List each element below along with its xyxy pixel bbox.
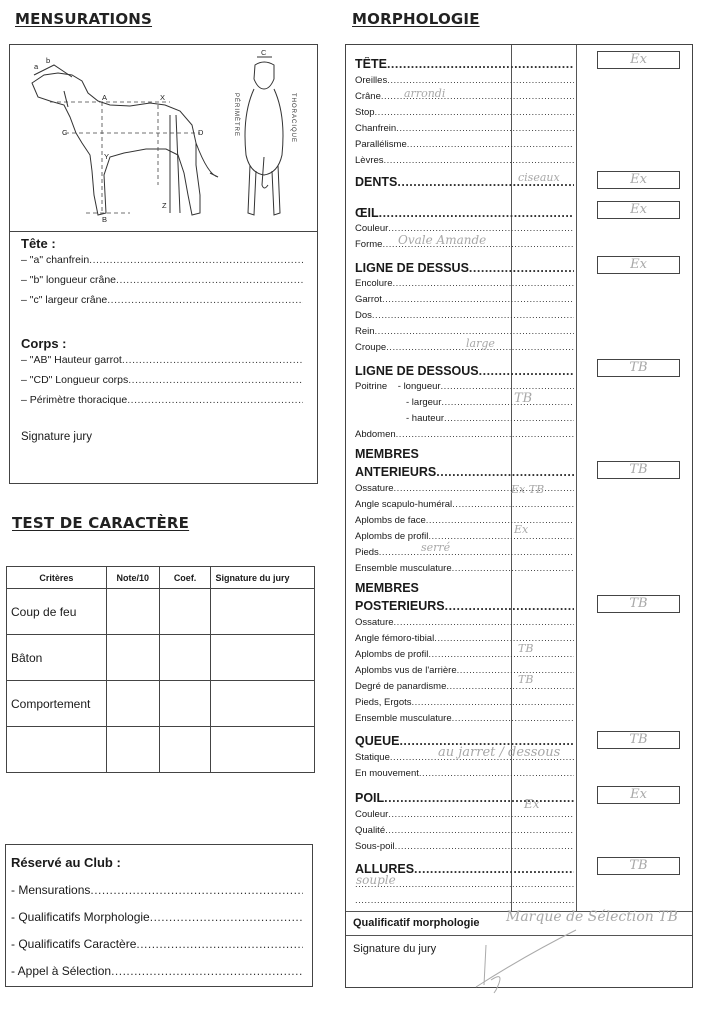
label-Z: Z [162, 201, 167, 210]
signature-jury-label: Signature jury [21, 431, 92, 443]
criteria-cell: Bâton [7, 635, 107, 681]
parallelisme-row[interactable]: Parallélisme ..... [355, 139, 574, 155]
note-cell[interactable] [106, 681, 159, 727]
signature-du-jury-label: Signature du jury [353, 943, 437, 955]
mensurations-fields [21, 236, 303, 443]
handwritten-post-aplombs-profil: TB [518, 642, 534, 655]
criteria-cell: Coup de feu [7, 589, 107, 635]
header-signature: Signature du jury [211, 567, 315, 589]
coef-cell[interactable] [159, 681, 211, 727]
sous-poil-row[interactable]: Sous-poil ..... [355, 841, 574, 857]
handwritten-ant-ossature: Ex TB [511, 483, 545, 496]
handwritten-poil: Ex [524, 797, 540, 811]
poil-couleur-row[interactable]: Couleur ..... [355, 809, 574, 825]
table-row [7, 681, 315, 727]
post-ensemble-musculature-row[interactable]: Ensemble musculature ..... [355, 713, 574, 729]
queue-grade-box[interactable]: TB [597, 731, 680, 749]
tete-row[interactable]: TÊTE ..... [355, 57, 574, 75]
handwritten-queue: au jarret / dessous [438, 745, 561, 760]
club-qualif-morphologie-field[interactable]: - Qualificatifs Morphologie ..... [11, 910, 303, 937]
note-cell[interactable] [106, 589, 159, 635]
levres-row[interactable]: Lèvres ..... [355, 155, 574, 171]
allures-line-2[interactable] [355, 895, 574, 911]
label-D: D [198, 128, 204, 137]
signature-cell[interactable] [211, 727, 315, 773]
label-A: A [102, 93, 108, 102]
label-front-c: C [261, 48, 267, 57]
reserve-club-panel [5, 844, 313, 987]
signature-cell[interactable] [211, 589, 315, 635]
coef-cell[interactable] [159, 589, 211, 635]
poitrine-longueur-row[interactable]: Poitrine - longueur ..... [355, 381, 574, 397]
angle-scapulo-humeral-row[interactable]: Angle scapulo-huméral ..... [355, 499, 574, 515]
label-C: C [62, 128, 68, 137]
chanfrein-row[interactable]: Chanfrein ..... [355, 123, 574, 139]
mensurations-divider [10, 231, 317, 232]
croupe-row[interactable]: Croupe ..... [355, 342, 574, 358]
poil-row[interactable]: POIL ..... [355, 791, 574, 809]
reserve-club-heading: Réservé au Club : [11, 855, 121, 870]
club-appel-selection-field[interactable]: - Appel à Sélection ..... [11, 964, 303, 991]
handwritten-croupe: large [466, 337, 495, 350]
header-criteres: Critères [7, 567, 107, 589]
posterieurs-grade-box[interactable]: TB [597, 595, 680, 613]
hauteur-garrot-field[interactable]: – "AB" Hauteur garrot ..... [21, 354, 303, 374]
header-note: Note/10 [106, 567, 159, 589]
poitrine-hauteur-row[interactable]: - hauteur ..... [406, 413, 574, 429]
test-caractere-title: TEST DE CARACTÈRE [12, 514, 190, 532]
membres-anterieurs-row[interactable]: ANTERIEURS ..... [355, 465, 574, 483]
coef-cell[interactable] [159, 635, 211, 681]
ligne-dessus-row[interactable]: LIGNE DE DESSUS ..... [355, 261, 574, 279]
test-caractere-table [6, 566, 315, 773]
queue-row[interactable]: QUEUE ..... [355, 734, 574, 752]
poil-qualite-row[interactable]: Qualité ..... [355, 825, 574, 841]
longueur-corps-field[interactable]: – "CD" Longueur corps ..... [21, 374, 303, 394]
corps-heading: Corps : [21, 336, 67, 351]
dos-row[interactable]: Dos ..... [355, 310, 574, 326]
label-a: a [34, 62, 39, 71]
poitrine-largeur-row[interactable]: - largeur ..... [406, 397, 574, 413]
angle-femoro-tibial-row[interactable]: Angle fémoro-tibial ..... [355, 633, 574, 649]
aplombs-face-row[interactable]: Aplombs de face ..... [355, 515, 574, 531]
label-b: b [46, 56, 51, 65]
header-coef: Coef. [159, 567, 211, 589]
ant-aplombs-profil-row[interactable]: Aplombs de profil ..... [355, 531, 574, 547]
dents-grade-box[interactable]: Ex [597, 171, 680, 189]
largeur-crane-field[interactable]: – "c" largeur crâne ..... [21, 294, 303, 314]
club-mensurations-field[interactable]: - Mensurations ..... [11, 883, 303, 910]
table-header-row [7, 567, 315, 589]
ant-ossature-row[interactable]: Ossature ..... [355, 483, 574, 499]
ant-pieds-row[interactable]: Pieds ..... [355, 547, 574, 563]
dog-tail [196, 143, 218, 177]
table-row [7, 727, 315, 773]
dog-measurement-diagram [10, 45, 319, 231]
ligne-dessous-grade-box[interactable]: TB [597, 359, 680, 377]
dog-side-outline [32, 73, 200, 215]
poil-grade-box[interactable]: Ex [597, 786, 680, 804]
allures-row[interactable]: ALLURES ..... [355, 862, 574, 880]
note-cell[interactable] [106, 635, 159, 681]
jury-signature-scribble [466, 925, 586, 995]
thoracique-vertical-label: THORACIQUE [290, 93, 296, 144]
queue-mouvement-row[interactable]: En mouvement ..... [355, 768, 574, 784]
aplombs-arriere-row[interactable]: Aplombs vus de l'arrière ..... [355, 665, 574, 681]
table-row [7, 635, 315, 681]
note-cell[interactable] [106, 727, 159, 773]
handwritten-dents: ciseaux [518, 171, 560, 184]
signature-cell[interactable] [211, 635, 315, 681]
membres-posterieurs-heading-line1: MEMBRES [355, 581, 419, 595]
handwritten-ant-pieds: serré [421, 541, 451, 554]
membres-anterieurs-heading-line1: MEMBRES [355, 447, 419, 461]
handwritten-post-arriere: TB [518, 673, 534, 686]
oeil-row[interactable]: ŒIL ..... [355, 206, 574, 224]
label-X: X [160, 93, 166, 102]
longueur-crane-field[interactable]: – "b" longueur crâne ..... [21, 274, 303, 294]
abdomen-row[interactable]: Abdomen ..... [355, 429, 574, 445]
handwritten-oeil-forme: Ovale Amande [398, 233, 487, 247]
rein-row[interactable]: Rein ..... [355, 326, 574, 342]
crane-row[interactable]: Crâne ..... [355, 91, 574, 107]
handwritten-crane: arrondi [404, 87, 446, 100]
pieds-ergots-row[interactable]: Pieds, Ergots ..... [355, 697, 574, 713]
panardisme-row[interactable]: Degré de panardisme ..... [355, 681, 574, 697]
tete-heading: Tête : [21, 236, 56, 251]
table-row [7, 589, 315, 635]
garrot-row[interactable]: Garrot ..... [355, 294, 574, 310]
oeil-grade-box[interactable]: Ex [597, 201, 680, 219]
signature-cell[interactable] [211, 681, 315, 727]
skull-measure-ab [34, 65, 72, 77]
dents-row[interactable]: DENTS ..... [355, 175, 574, 193]
club-qualif-caractere-field[interactable]: - Qualificatifs Caractère ..... [11, 937, 303, 964]
criteria-cell[interactable] [7, 727, 107, 773]
mensurations-panel [9, 44, 318, 484]
handwritten-poitrine: TB [514, 391, 533, 406]
post-aplombs-profil-row[interactable]: Aplombs de profil ..... [355, 649, 574, 665]
handwritten-qualificatif: Marque de Sélection TB [506, 909, 678, 925]
column-divider [576, 45, 577, 911]
ligne-dessous-row[interactable]: LIGNE DE DESSOUS ..... [355, 364, 574, 382]
label-Y: Y [104, 152, 110, 161]
oeil-couleur-row[interactable]: Couleur ..... [355, 223, 574, 239]
coef-cell[interactable] [159, 727, 211, 773]
stop-row[interactable]: Stop ..... [355, 107, 574, 123]
morphologie-title: MORPHOLOGIE [352, 10, 480, 28]
membres-posterieurs-row[interactable]: POSTERIEURS ..... [355, 599, 574, 617]
label-B: B [102, 215, 108, 224]
morphologie-panel [345, 44, 693, 988]
post-ossature-row[interactable]: Ossature ..... [355, 617, 574, 633]
chanfrein-field[interactable]: – "a" chanfrein ..... [21, 254, 303, 274]
dog-front-outline [245, 57, 283, 215]
allures-line-1[interactable] [355, 879, 574, 895]
oeil-forme-row[interactable]: Forme ..... [355, 239, 574, 255]
criteria-cell: Comportement [7, 681, 107, 727]
allures-grade-box[interactable]: TB [597, 857, 680, 875]
oreilles-row[interactable]: Oreilles ..... [355, 75, 574, 91]
encolure-row[interactable]: Encolure ..... [355, 278, 574, 294]
anterieurs-grade-box[interactable]: TB [597, 461, 680, 479]
ant-ensemble-musculature-row[interactable]: Ensemble musculature ..... [355, 563, 574, 579]
handwritten-allures: souple [356, 873, 396, 887]
mensurations-title: MENSURATIONS [15, 10, 153, 28]
queue-statique-row[interactable]: Statique ..... [355, 752, 574, 768]
perimetre-vertical-label: PÉRIMÈTRE [233, 93, 239, 138]
tete-grade-box[interactable]: Ex [597, 51, 680, 69]
ligne-dessus-grade-box[interactable]: Ex [597, 256, 680, 274]
perimetre-thoracique-field[interactable]: – Périmètre thoracique ..... [21, 394, 303, 414]
handwritten-ant-aplombs: Ex [514, 523, 529, 536]
qualificatif-morphologie-label: Qualificatif morphologie [353, 917, 480, 929]
